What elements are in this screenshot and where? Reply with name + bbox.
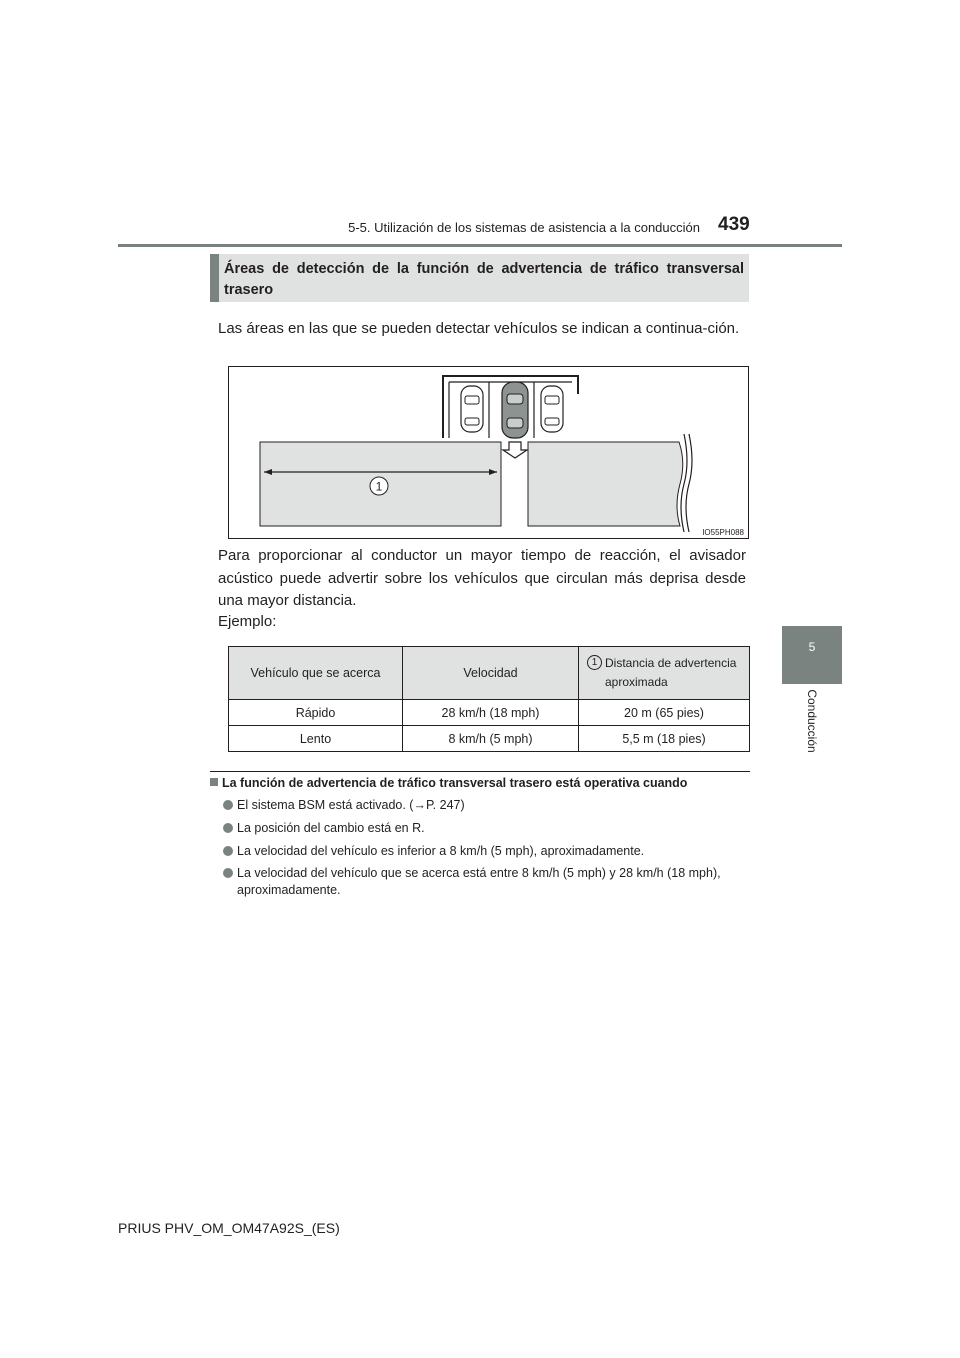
- table-header: [579, 647, 750, 700]
- table-cell: Rápido: [229, 700, 403, 726]
- body-paragraph: Para proporcionar al conductor un mayor tiempo de reacción, el avisador acústico puede advertir sobre los vehículos que circulan más deprisa desde una mayor distancia.: [218, 547, 746, 609]
- table-header: Vehículo que se acerca: [229, 647, 403, 700]
- parked-car-left: [461, 386, 483, 432]
- table-cell: Lento: [229, 726, 403, 752]
- list-item-text: La velocidad del vehículo es inferior a 8 km/h (5 mph), aproximadamente.: [237, 844, 645, 858]
- table-cell: 5,5 m (18 pies): [579, 726, 750, 752]
- table-header-label: Distancia de advertencia aproximada: [605, 656, 737, 689]
- chapter-label: Conducción: [805, 689, 819, 753]
- bullet-icon: [223, 823, 233, 833]
- list-item: [223, 797, 753, 814]
- own-car: [502, 382, 528, 438]
- list-item: [223, 820, 753, 837]
- list-item-text: La posición del cambio está en R.: [237, 821, 425, 835]
- list-item: [223, 865, 757, 899]
- table-row: [229, 700, 750, 726]
- header-rule: [118, 244, 842, 247]
- bullet-icon: [223, 846, 233, 856]
- intro-paragraph: Las áreas en las que se pueden detectar vehículos se indican a continua-ción.: [218, 320, 740, 337]
- callout-number: 1: [587, 655, 602, 670]
- table-cell: 8 km/h (5 mph): [403, 726, 579, 752]
- table-header: Velocidad: [403, 647, 579, 700]
- bullet-icon: [223, 868, 233, 878]
- section-heading: Áreas de detección de la función de advertencia de tráfico transversal trasero: [224, 261, 744, 298]
- callout-number: 1: [375, 479, 383, 494]
- section-heading-bar: [210, 254, 219, 302]
- right-detection-area: [528, 442, 683, 526]
- example-label: Ejemplo:: [218, 613, 277, 630]
- square-bullet-icon: [210, 778, 218, 786]
- warning-distance-table: [228, 646, 750, 752]
- chapter-number: 5: [808, 640, 816, 654]
- bullet-icon: [223, 800, 233, 810]
- list-item: [223, 843, 753, 860]
- table-cell: 20 m (65 pies): [579, 700, 750, 726]
- list-item-text: La velocidad del vehículo que se acerca está entre 8 km/h (5 mph) y 28 km/h (18 mph), aproximadamente.: [237, 866, 721, 897]
- notes-rule: [210, 771, 750, 772]
- notes-title-text: La función de advertencia de tráfico transversal trasero está operativa cuando: [222, 776, 688, 790]
- parked-car-right: [541, 386, 563, 432]
- detection-area-figure: [228, 366, 749, 539]
- running-header: 5-5. Utilización de los sistemas de asistencia a la conducción: [348, 220, 700, 235]
- footer-code: PRIUS PHV_OM_OM47A92S_(ES): [118, 1220, 340, 1236]
- table-header-row: [229, 647, 750, 700]
- figure-code: IO55PH088: [702, 528, 744, 537]
- notes-title: [210, 776, 687, 790]
- table-cell: 28 km/h (18 mph): [403, 700, 579, 726]
- list-item-text: El sistema BSM está activado. (→P. 247): [237, 798, 465, 812]
- table-row: [229, 726, 750, 752]
- page-number: 439: [718, 214, 750, 235]
